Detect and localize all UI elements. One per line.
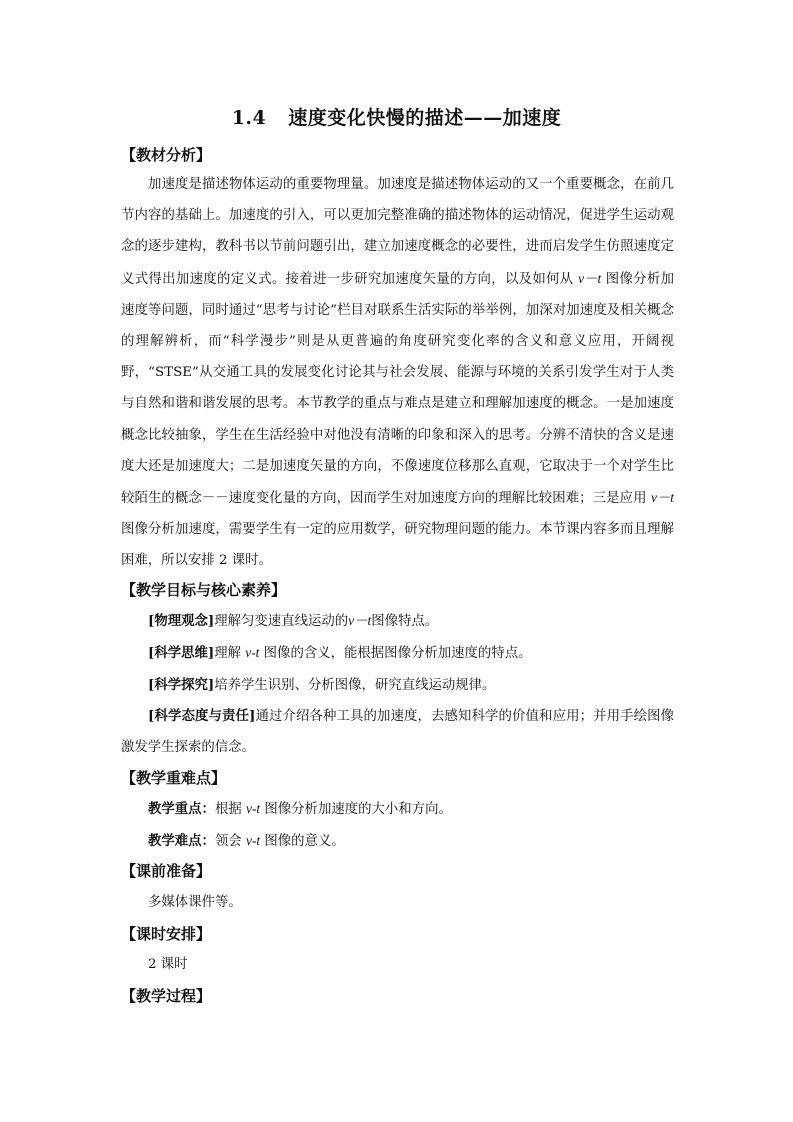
keypoint-focus-text-b: 图像分析加速度的大小和方向。 — [260, 802, 452, 817]
analysis-text-1: 加速度是描述物体运动的重要物理量。加速度是描述物体运动的又一个重要概念，在前几节内容的基础上。加速度的引入，可以更加完整准确的描述物体的运动情况，促进学生运动观念的逐步建构，教科书以节前问题引出，建立加速度概念的必要性，进而启发学生仿照速度定义式得出加速度的定义式。接着进一步研究加速度矢量的方向，以及如何从 — [121, 177, 674, 287]
analysis-text-3: 图像分析加速度，需要学生有一定的应用数学，研究物理问题的能力。本节课内容多而且理解困难，所以安排 2 课时。 — [121, 522, 674, 569]
analysis-paragraph — [121, 169, 674, 577]
goal-physics-concept — [148, 609, 438, 634]
section-heading-keypoints: 【教学重难点】 — [121, 769, 227, 787]
keypoint-focus-vt: v-t — [246, 801, 261, 816]
keypoint-difficulty-vt: v-t — [246, 833, 261, 848]
goal-thinking-text-b: 图像的含义，能根据图像分析加速度的特点。 — [259, 646, 532, 661]
goal-attitude-text: 通过介绍各种工具的加速度，去感知科学的价值和应用；并用手绘图像激发学生探索的信念。 — [121, 709, 674, 756]
keypoint-focus-text-a: 根据 — [214, 802, 246, 817]
goal-thinking-text-a: 理解 — [214, 646, 246, 661]
goal-physics-vt: v－t — [348, 613, 372, 628]
schedule-text: 2 课时 — [148, 957, 188, 972]
keypoint-difficulty-text-a: 领会 — [214, 834, 246, 849]
section-heading-goals: 【教学目标与核心素养】 — [121, 581, 287, 599]
section-heading-schedule: 【课时安排】 — [121, 925, 212, 943]
keypoint-difficulty-text-b: 图像的意义。 — [260, 834, 345, 849]
goal-attitude — [121, 701, 674, 763]
goal-attitude-label: [科学态度与责任] — [148, 708, 256, 724]
prep-text: 多媒体课件等。 — [148, 895, 242, 910]
goal-scientific-thinking — [148, 641, 531, 666]
title-number: 1.4 — [231, 107, 267, 129]
goal-scientific-inquiry — [148, 673, 495, 698]
keypoint-focus — [148, 797, 452, 822]
analysis-text-2: 图像分析加速度等问题，同时通过“思考与讨论”栏目对联系生活实际的举举例，加深对加速度及相关概念的理解辨析，而“科学漫步”则是从更普遍的角度研究变化率的含义和意义应用，开阔视野，“STSE”从交通工具的发展变化讨论其与社会发展、能源与环境的关系引发学生对于人类与自然和谐和谐发展的思考。本节教学的重点与难点是建立和理解加速度的概念。一是加速度概念比较抽象，学生在生活经验中对他没有清晰的印象和深入的思考。分辨不清快的含义是速度大还是加速度大；二是加速度矢量的方向，不像速度位移那么直观，它取决于一个对学生比较陌生的概念－－速度变化量的方向，因而学生对加速度方向的理解比较困难；三是应用 — [121, 271, 674, 507]
section-heading-analysis: 【教材分析】 — [121, 146, 212, 164]
section-heading-process: 【教学过程】 — [121, 987, 212, 1005]
section-heading-prep: 【课前准备】 — [121, 862, 212, 880]
title-text: 速度变化快慢的描述——加速度 — [288, 107, 562, 129]
goal-inquiry-text: 培养学生识别、分析图像，研究直线运动规律。 — [214, 678, 496, 693]
goal-thinking-label: [科学思维] — [148, 645, 215, 661]
page-title — [0, 103, 793, 130]
goal-thinking-vt: v-t — [245, 645, 260, 660]
keypoint-difficulty-label: 教学难点： — [148, 833, 215, 849]
keypoint-difficulty — [148, 829, 345, 854]
goal-physics-text-b: 图像特点。 — [371, 614, 439, 629]
goal-inquiry-label: [科学探究] — [148, 677, 215, 693]
goal-physics-label: [物理观念] — [148, 613, 215, 629]
keypoint-focus-label: 教学重点： — [148, 801, 215, 817]
analysis-vt-2: v－t — [650, 490, 674, 506]
goal-physics-text-a: 理解匀变速直线运动的 — [214, 614, 349, 629]
analysis-vt-1: v－t — [578, 270, 602, 286]
